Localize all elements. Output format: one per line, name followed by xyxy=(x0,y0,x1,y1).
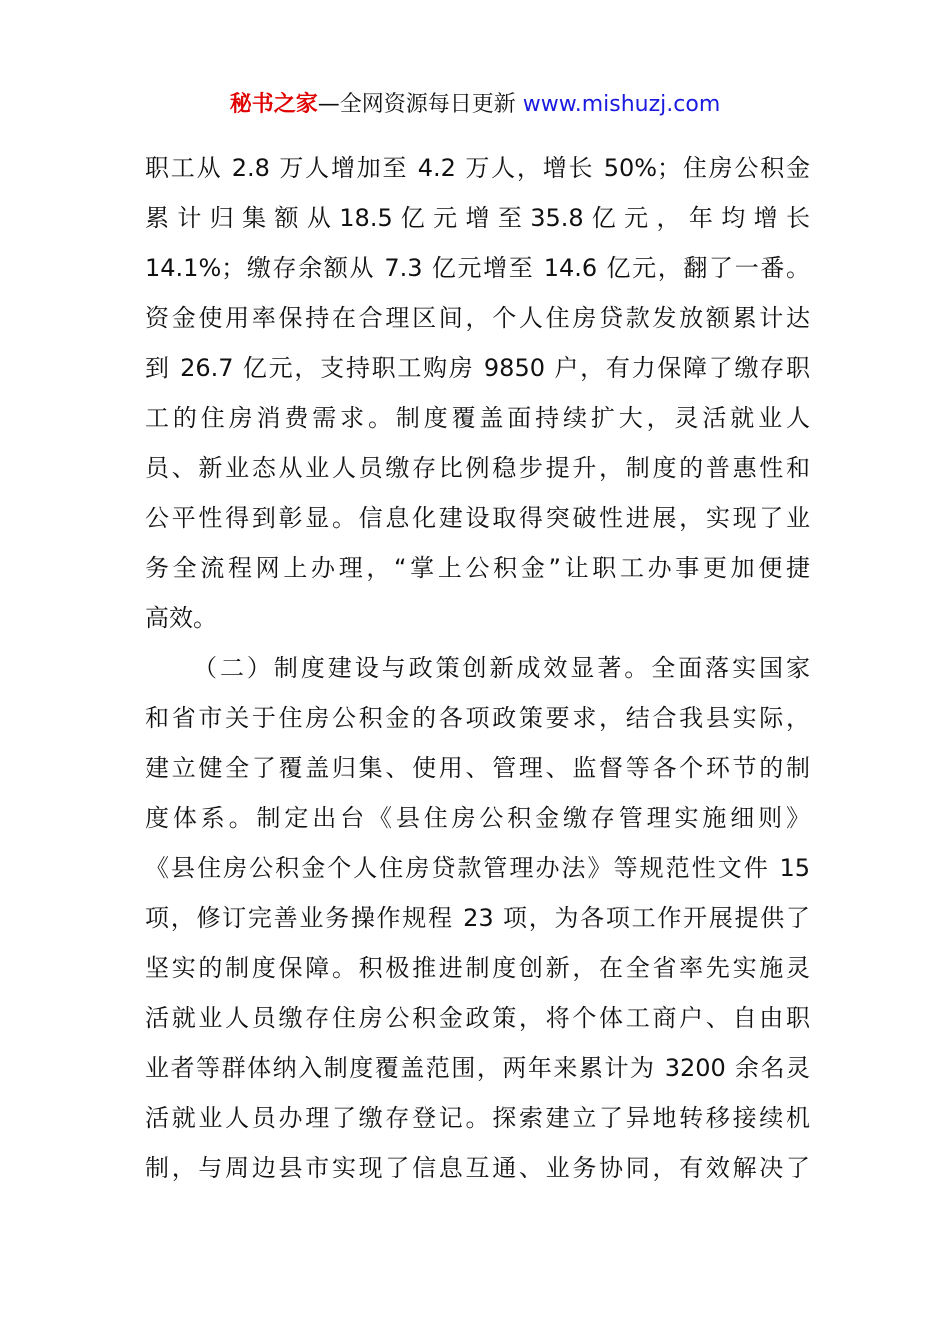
section-heading-line: （二）制度建设与政策创新成效显著。全面落实国家 xyxy=(193,654,810,682)
text-line: 项，修订完善业务操作规程 23 项，为各项工作开展提供了 xyxy=(145,904,810,932)
site-url-link[interactable]: www.mishuzj.com xyxy=(522,92,721,117)
text-line: 员、新业态从业人员缴存比例稳步提升，制度的普惠性和 xyxy=(145,454,810,482)
page-header xyxy=(0,89,950,121)
text-line: 和省市关于住房公积金的各项政策要求，结合我县实际， xyxy=(145,704,810,732)
document-body xyxy=(145,143,810,1193)
text-line: 累 计 归 集 额 从 18.5 亿 元 增 至 35.8 亿 元 ， 年 均 增 长 xyxy=(145,204,810,232)
text-line: 度体系。制定出台《县住房公积金缴存管理实施细则》 xyxy=(145,804,810,832)
text-line: 工的住房消费需求。制度覆盖面持续扩大，灵活就业人 xyxy=(145,404,810,432)
text-line: 高效。 xyxy=(145,604,217,632)
text-line: 活就业人员缴存住房公积金政策，将个体工商户、自由职 xyxy=(145,1004,810,1032)
text-line: 活就业人员办理了缴存登记。探索建立了异地转移接续机 xyxy=(145,1104,810,1132)
text-line: 《县住房公积金个人住房贷款管理办法》等规范性文件 15 xyxy=(145,854,810,882)
text-line: 坚实的制度保障。积极推进制度创新，在全省率先实施灵 xyxy=(145,954,810,982)
site-brand-name: 秘书之家 xyxy=(229,92,318,117)
paragraph-2 xyxy=(145,643,810,1193)
paragraph-1 xyxy=(145,143,810,643)
text-line: 建立健全了覆盖归集、使用、管理、监督等各个环节的制 xyxy=(145,754,810,782)
text-line: 制，与周边县市实现了信息互通、业务协同，有效解决了 xyxy=(145,1154,810,1182)
text-line: 到 26.7 亿元，支持职工购房 9850 户，有力保障了缴存职 xyxy=(145,354,810,382)
text-line: 职工从 2.8 万人增加至 4.2 万人，增长 50%；住房公积金 xyxy=(145,154,810,182)
text-line: 资金使用率保持在合理区间，个人住房贷款发放额累计达 xyxy=(145,304,810,332)
text-line: 务全流程网上办理，“掌上公积金”让职工办事更加便捷 xyxy=(145,554,810,582)
text-line: 业者等群体纳入制度覆盖范围，两年来累计为 3200 余名灵 xyxy=(145,1054,810,1082)
text-line: 14.1%；缴存余额从 7.3 亿元增至 14.6 亿元，翻了一番。 xyxy=(145,254,810,282)
site-tagline: —全网资源每日更新 xyxy=(317,92,523,117)
text-line: 公平性得到彰显。信息化建设取得突破性进展，实现了业 xyxy=(145,504,810,532)
